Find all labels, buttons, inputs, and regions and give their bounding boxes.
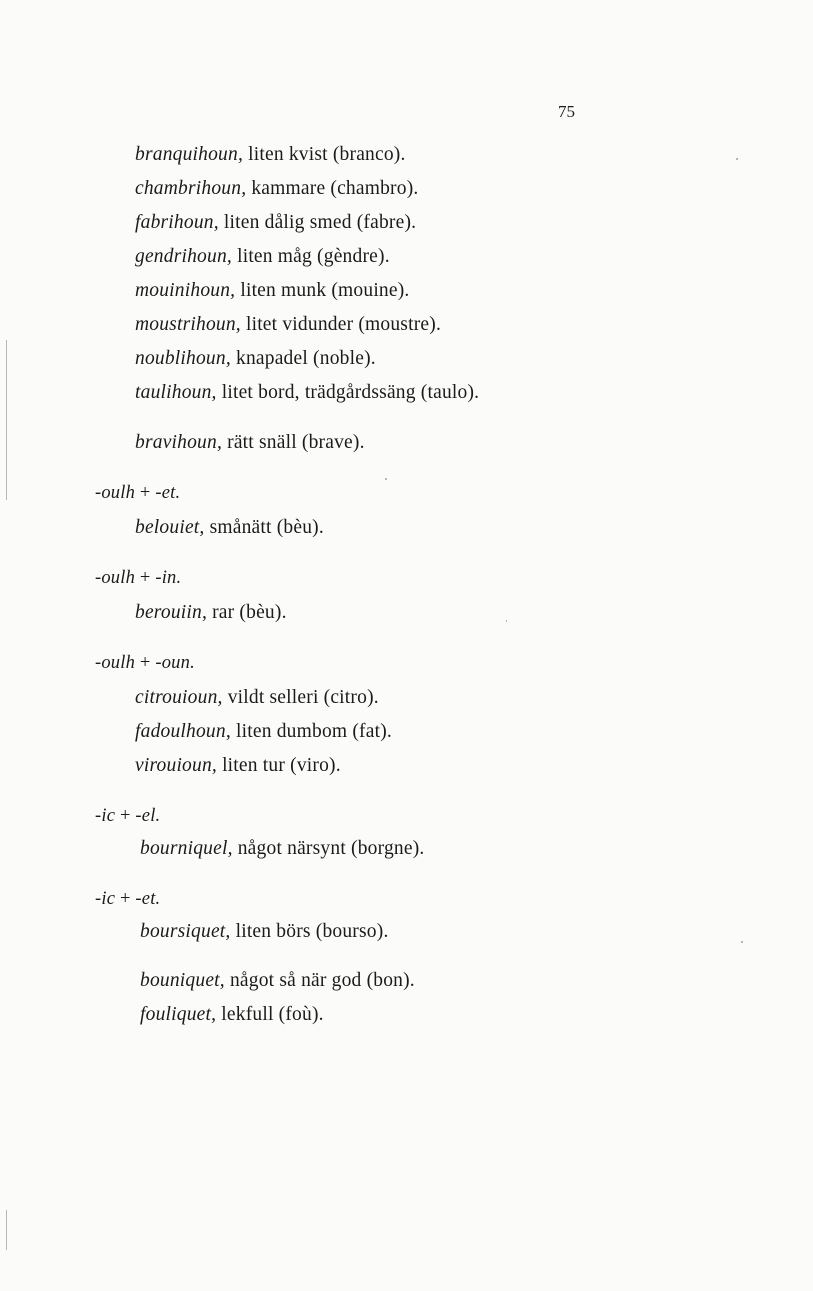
entry-line xyxy=(140,970,415,992)
entry-word: fadoulhoun, xyxy=(135,721,231,742)
scan-speck xyxy=(506,620,507,622)
entry-word: virouioun, xyxy=(135,755,217,776)
entry-word: branquihoun, xyxy=(135,144,244,165)
entry-line xyxy=(135,755,341,777)
suffix-heading xyxy=(95,653,195,674)
scan-speck xyxy=(736,158,738,160)
entry-line xyxy=(135,432,365,454)
entry-word: gendrihoun, xyxy=(135,246,232,267)
entry-line xyxy=(135,721,392,743)
entry-line xyxy=(135,314,441,336)
page-number: 75 xyxy=(558,102,575,121)
suffix-right: -et. xyxy=(135,889,161,909)
entry-gloss: liten kvist (branco). xyxy=(248,144,406,165)
entry-line xyxy=(135,178,418,200)
scan-speck xyxy=(385,478,387,480)
suffix-right: -in. xyxy=(155,568,182,588)
entry-word: bouniquet, xyxy=(140,970,225,991)
entry-gloss: knapadel (noble). xyxy=(236,348,376,369)
entry-word: noublihoun, xyxy=(135,348,231,369)
entry-word: bourniquel, xyxy=(140,838,233,859)
suffix-left: -ic xyxy=(95,889,116,909)
entry-line xyxy=(135,246,390,268)
entry-word: chambrihoun, xyxy=(135,178,247,199)
suffix-heading xyxy=(95,568,181,589)
entry-line xyxy=(135,348,376,370)
plus-sign: + xyxy=(135,483,156,503)
entry-line xyxy=(140,838,424,860)
entry-line xyxy=(135,144,406,166)
scan-edge-mark xyxy=(6,340,7,500)
suffix-left: -oulh xyxy=(95,653,136,673)
entry-line xyxy=(140,921,389,943)
entry-line xyxy=(135,280,410,302)
plus-sign: + xyxy=(135,568,156,588)
entry-word: belouiet, xyxy=(135,517,205,538)
entry-gloss: lekfull (foù). xyxy=(221,1004,324,1025)
entry-gloss: vildt selleri (citro). xyxy=(227,687,379,708)
entry-gloss: rar (bèu). xyxy=(212,602,287,623)
entry-line xyxy=(135,212,416,234)
entry-gloss: litet vidunder (moustre). xyxy=(245,314,442,335)
suffix-left: -oulh xyxy=(95,483,136,503)
entry-gloss: något så när god (bon). xyxy=(229,970,415,991)
scan-edge-mark xyxy=(6,1210,7,1250)
entry-word: taulihoun, xyxy=(135,382,217,403)
entry-word: moustrihoun, xyxy=(135,314,241,335)
suffix-right: -et. xyxy=(155,483,181,503)
plus-sign: + xyxy=(115,889,136,909)
scan-speck xyxy=(741,941,743,943)
entry-word: citrouioun, xyxy=(135,687,223,708)
entry-word: berouiin, xyxy=(135,602,208,623)
plus-sign: + xyxy=(135,653,156,673)
entry-gloss: liten dålig smed (fabre). xyxy=(223,212,417,233)
entry-gloss: liten måg (gèndre). xyxy=(237,246,390,267)
entry-gloss: smånätt (bèu). xyxy=(209,517,324,538)
suffix-heading xyxy=(95,806,160,827)
entry-gloss: litet bord, trädgårdssäng (taulo). xyxy=(221,382,480,403)
entry-word: mouinihoun, xyxy=(135,280,236,301)
entry-gloss: liten dumbom (fat). xyxy=(236,721,392,742)
entry-word: boursiquet, xyxy=(140,921,231,942)
suffix-left: -ic xyxy=(95,806,116,826)
suffix-heading xyxy=(95,483,180,504)
entry-gloss: kammare (chambro). xyxy=(251,178,419,199)
entry-line xyxy=(135,602,287,624)
entry-line xyxy=(135,687,379,709)
suffix-left: -oulh xyxy=(95,568,136,588)
entry-word: bravihoun, xyxy=(135,432,223,453)
suffix-heading xyxy=(95,889,160,910)
entry-word: fabrihoun, xyxy=(135,212,219,233)
entry-line xyxy=(135,517,324,539)
entry-gloss: liten tur (viro). xyxy=(222,755,341,776)
suffix-right: -oun. xyxy=(155,653,195,673)
suffix-right: -el. xyxy=(135,806,161,826)
entry-word: fouliquet, xyxy=(140,1004,217,1025)
entry-gloss: något närsynt (borgne). xyxy=(237,838,425,859)
entry-line xyxy=(140,1004,324,1026)
entry-line xyxy=(135,382,479,404)
entry-gloss: liten munk (mouine). xyxy=(240,280,410,301)
entry-gloss: rätt snäll (brave). xyxy=(227,432,365,453)
entry-gloss: liten börs (bourso). xyxy=(235,921,389,942)
plus-sign: + xyxy=(115,806,136,826)
